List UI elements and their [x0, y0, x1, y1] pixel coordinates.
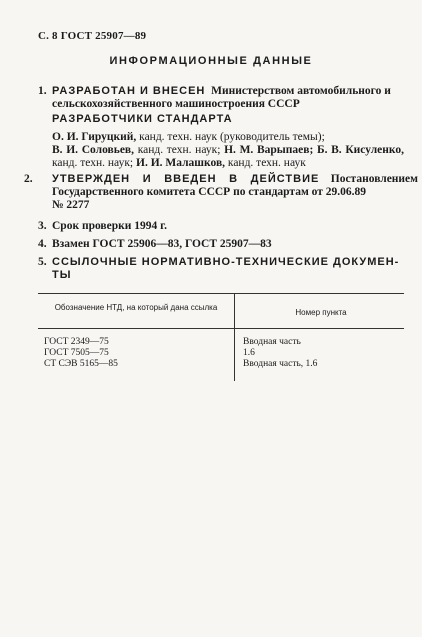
table-cell-document: ГОСТ 2349—75 [44, 337, 109, 347]
table-cell-clause: 1.6 [243, 348, 255, 358]
section-3-number: 3. [38, 220, 47, 232]
section-5-number: 5. [38, 256, 47, 268]
section-4-number: 4. [38, 238, 47, 250]
section-5-heading-cont: ТЫ [52, 269, 72, 281]
developer-title-1: канд. техн. наук (руководитель темы); [136, 131, 325, 143]
table-column-divider [234, 293, 235, 381]
section-1-text: Министерством автомобильного и [211, 85, 391, 97]
table-cell-document: СТ СЭВ 5165—85 [44, 359, 118, 369]
developer-title-2: канд. техн. наук; [134, 144, 225, 156]
section-2-text: Постановлением Государственного комитета СССР по стандартам от 29.06.89 [52, 173, 418, 198]
section-1-number: 1. [38, 85, 47, 97]
table-header-rule [38, 328, 404, 329]
developer-name-3: Н. М. Варыпаев; [224, 144, 314, 156]
page-header: С. 8 ГОСТ 25907—89 [38, 30, 147, 42]
section-2 [24, 173, 418, 212]
page-title: ИНФОРМАЦИОННЫЕ ДАННЫЕ [109, 55, 313, 67]
section-3-text: Срок проверки 1994 г. [52, 220, 167, 232]
section-5 [38, 256, 404, 282]
developers-list [52, 131, 404, 170]
developer-title-4: канд. техн. наук; [52, 157, 136, 169]
section-1 [38, 85, 404, 98]
table-header-document: Обозначение НТД, на который дана ссылка [54, 303, 218, 312]
table-cell-clause: Вводная часть, 1.6 [243, 359, 318, 369]
developer-name-4: Б. В. Кисуленко, [316, 144, 404, 156]
section-5-heading: ССЫЛОЧНЫЕ НОРМАТИВНО-ТЕХНИЧЕСКИЕ ДОКУМЕН- [52, 256, 400, 268]
section-4-text: Взамен ГОСТ 25906—83, ГОСТ 25907—83 [52, 238, 272, 250]
table-cell-document: ГОСТ 7505—75 [44, 348, 109, 358]
developer-name-2: В. И. Соловьев, [52, 144, 135, 156]
section-2-heading: УТВЕРЖДЕН И ВВЕДЕН В ДЕЙСТВИЕ [52, 173, 320, 185]
table-cell-clause: Вводная часть [243, 337, 301, 347]
developers-heading: РАЗРАБОТЧИКИ СТАНДАРТА [52, 113, 233, 125]
developer-title-5: канд. техн. наук [225, 157, 306, 169]
section-3 [38, 220, 404, 233]
section-1-heading: РАЗРАБОТАН И ВНЕСЕН [52, 85, 206, 97]
table-top-rule [38, 293, 404, 294]
section-4 [38, 238, 404, 251]
table-header-clause: Номер пункта [295, 308, 347, 317]
developer-name-1: О. И. Гируцкий, [52, 131, 137, 143]
section-1-text-cont [38, 98, 418, 111]
developer-name-5: И. И. Малашков, [136, 157, 226, 169]
section-1-text-2: сельскохозяйственного машиностроения СССР [52, 98, 300, 110]
section-2-order-number: № 2277 [52, 199, 90, 211]
section-2-number: 2. [24, 173, 33, 185]
